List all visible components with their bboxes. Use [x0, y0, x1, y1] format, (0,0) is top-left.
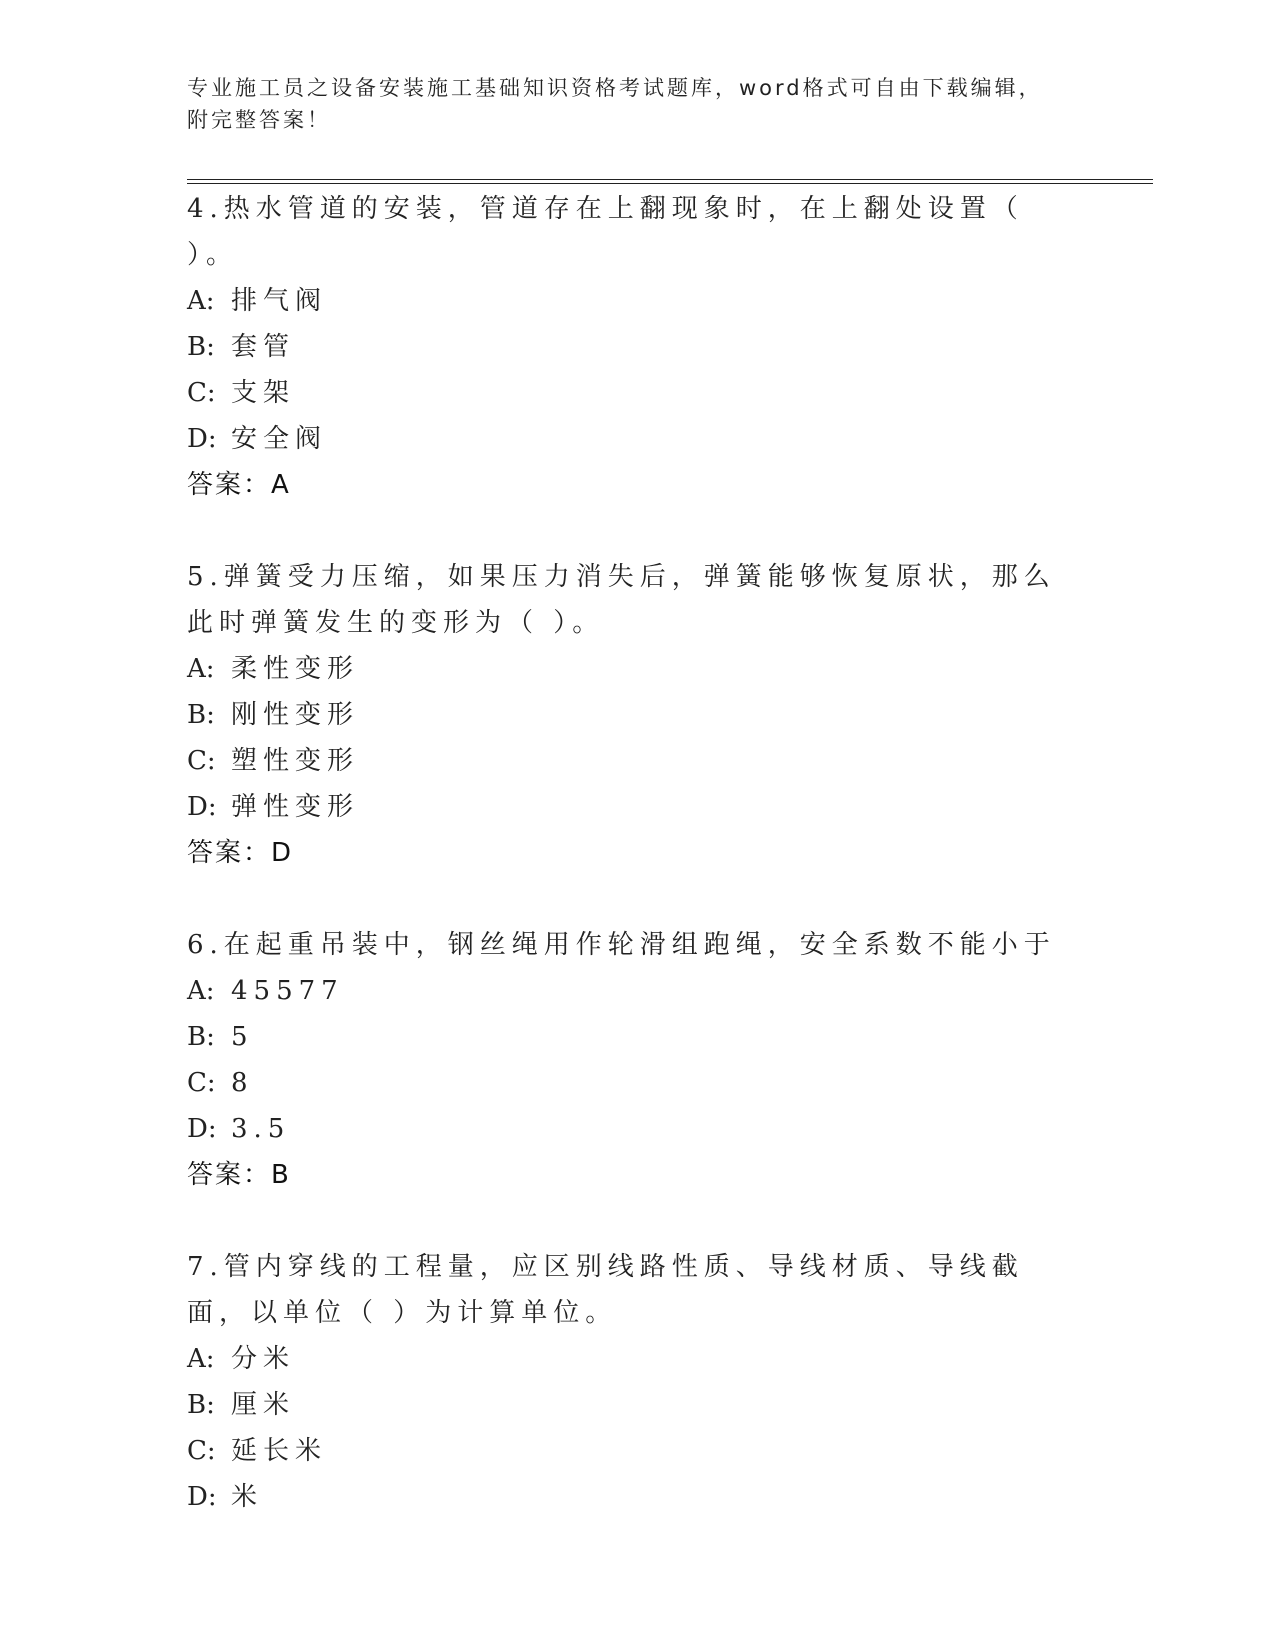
option-a [187, 968, 1087, 1014]
option-letter: D: [187, 424, 217, 454]
option-letter: D: [187, 1114, 217, 1144]
option-d [187, 784, 1087, 830]
option-letter: C: [187, 378, 216, 408]
option-c [187, 1428, 1087, 1474]
header-line-2: 附完整答案！ [187, 108, 331, 132]
option-c [187, 1060, 1087, 1106]
option-letter: A: [187, 286, 215, 316]
answer-line: 答案：A [187, 470, 291, 500]
option-b [187, 1014, 1087, 1060]
option-text: 5 [231, 1022, 254, 1052]
option-c [187, 370, 1087, 416]
option-text: 排气阀 [231, 286, 328, 316]
question-7 [187, 1244, 1087, 1520]
option-d [187, 1106, 1087, 1152]
option-c [187, 738, 1087, 784]
question-4 [187, 186, 1087, 508]
option-text: 分米 [231, 1344, 296, 1374]
question-text: 7.管内穿线的工程量，应区别线路性质、导线材质、导线截面，以单位（ ）为计算单位。 [187, 1252, 1024, 1328]
option-a [187, 646, 1087, 692]
option-text: 柔性变形 [231, 654, 360, 684]
answer-line: 答案：D [187, 838, 294, 868]
question-list [187, 186, 1087, 1566]
option-a [187, 1336, 1087, 1382]
question-text: 4.热水管道的安装，管道存在上翻现象时，在上翻处设置（ ）。 [187, 194, 1024, 270]
option-letter: D: [187, 792, 217, 822]
option-text: 安全阀 [231, 424, 328, 454]
option-letter: A: [187, 654, 215, 684]
header-line-1: 专业施工员之设备安装施工基础知识资格考试题库，word格式可自由下载编辑， [187, 76, 1043, 100]
option-a [187, 278, 1087, 324]
option-d [187, 1474, 1087, 1520]
option-letter: C: [187, 1436, 216, 1466]
option-b [187, 692, 1087, 738]
option-letter: B: [187, 1390, 215, 1420]
question-6 [187, 922, 1087, 1198]
option-text: 米 [231, 1482, 264, 1512]
option-letter: A: [187, 1344, 215, 1374]
option-b [187, 1382, 1087, 1428]
option-text: 3.5 [231, 1114, 291, 1144]
option-text: 刚性变形 [231, 700, 360, 730]
header-divider-bottom [187, 183, 1153, 184]
option-letter: B: [187, 332, 215, 362]
question-text: 6.在起重吊装中，钢丝绳用作轮滑组跑绳，安全系数不能小于 [187, 930, 1056, 960]
option-text: 厘米 [231, 1390, 296, 1420]
option-letter: A: [187, 976, 215, 1006]
option-text: 套管 [231, 332, 296, 362]
option-letter: B: [187, 700, 215, 730]
option-letter: C: [187, 1068, 216, 1098]
option-letter: B: [187, 1022, 215, 1052]
answer-line: 答案：B [187, 1160, 291, 1190]
question-5 [187, 554, 1087, 876]
option-text: 支架 [231, 378, 296, 408]
option-text: 塑性变形 [231, 746, 360, 776]
option-b [187, 324, 1087, 370]
option-text: 延长米 [231, 1436, 328, 1466]
question-text: 5.弹簧受力压缩，如果压力消失后，弹簧能够恢复原状，那么此时弹簧发生的变形为（ ）。 [187, 562, 1056, 638]
option-text: 弹性变形 [231, 792, 360, 822]
option-letter: D: [187, 1482, 217, 1512]
option-text: 8 [231, 1068, 254, 1098]
option-text: 45577 [231, 976, 344, 1006]
document-header [187, 72, 1067, 136]
option-d [187, 416, 1087, 462]
option-letter: C: [187, 746, 216, 776]
header-divider-top [187, 179, 1153, 180]
